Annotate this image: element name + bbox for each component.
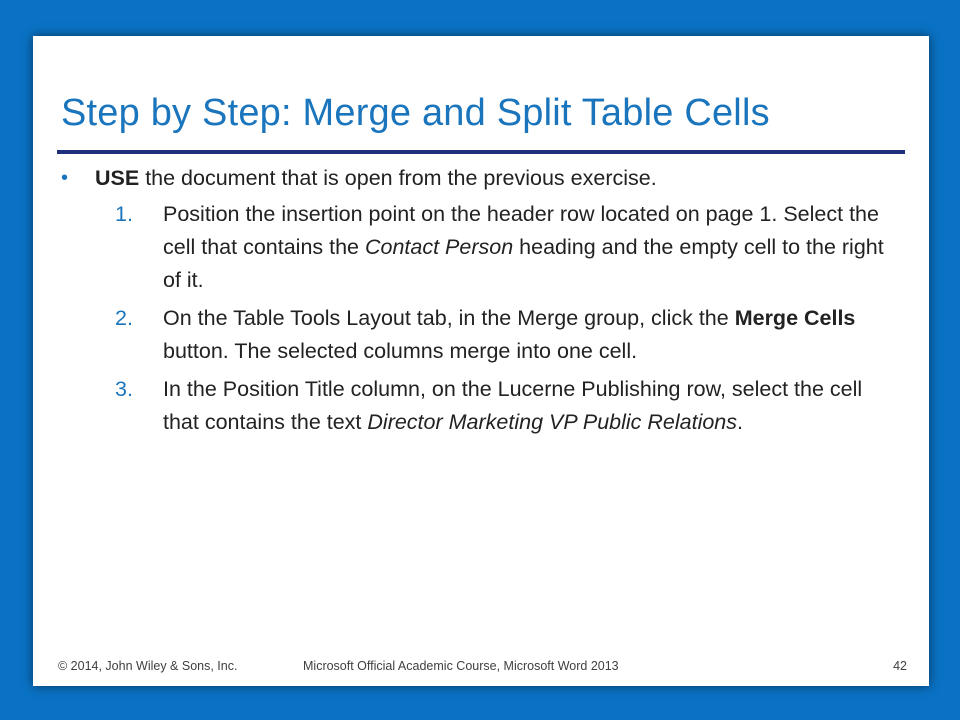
footer-page-number: 42 [893,659,907,673]
footer-course: Microsoft Official Academic Course, Microsoft Word 2013 [303,659,619,673]
step-1-number: 1. [115,202,133,226]
footer-copyright: © 2014, John Wiley & Sons, Inc. [58,659,238,673]
step-2 [61,302,901,368]
slide-title: Step by Step: Merge and Split Table Cells [61,92,770,134]
step-3 [61,373,901,439]
bullet-bold: USE [95,166,140,190]
bullet-text: the document that is open from the previous exercise. [139,166,657,190]
step-3-italic: Director Marketing VP Public Relations [367,410,738,434]
step-3-number: 3. [115,377,133,401]
step-2-number: 2. [115,306,133,330]
step-1 [61,198,901,297]
title-underline [57,150,905,154]
step-3-text-b: . [737,410,744,434]
step-1-text-a: Position the insertion point on the header row located on page 1. Select the cell that contains the [163,202,879,259]
step-2-text-a: On the Table Tools Layout tab, in the Merge group, click the [163,306,735,330]
step-3-text-a: In the Position Title column, on the Lucerne Publishing row, select the cell that contains the text [163,377,863,434]
step-1-italic: Contact Person [364,235,514,259]
bullet-use [61,162,901,195]
bullet-marker: • [61,167,69,189]
step-1-text-b: heading and the empty cell to the right of it. [163,235,884,292]
step-2-text-b: button. The selected columns merge into one cell. [163,339,638,363]
slide-content [61,162,901,444]
step-2-bold: Merge Cells [734,306,856,330]
slide [33,36,929,686]
